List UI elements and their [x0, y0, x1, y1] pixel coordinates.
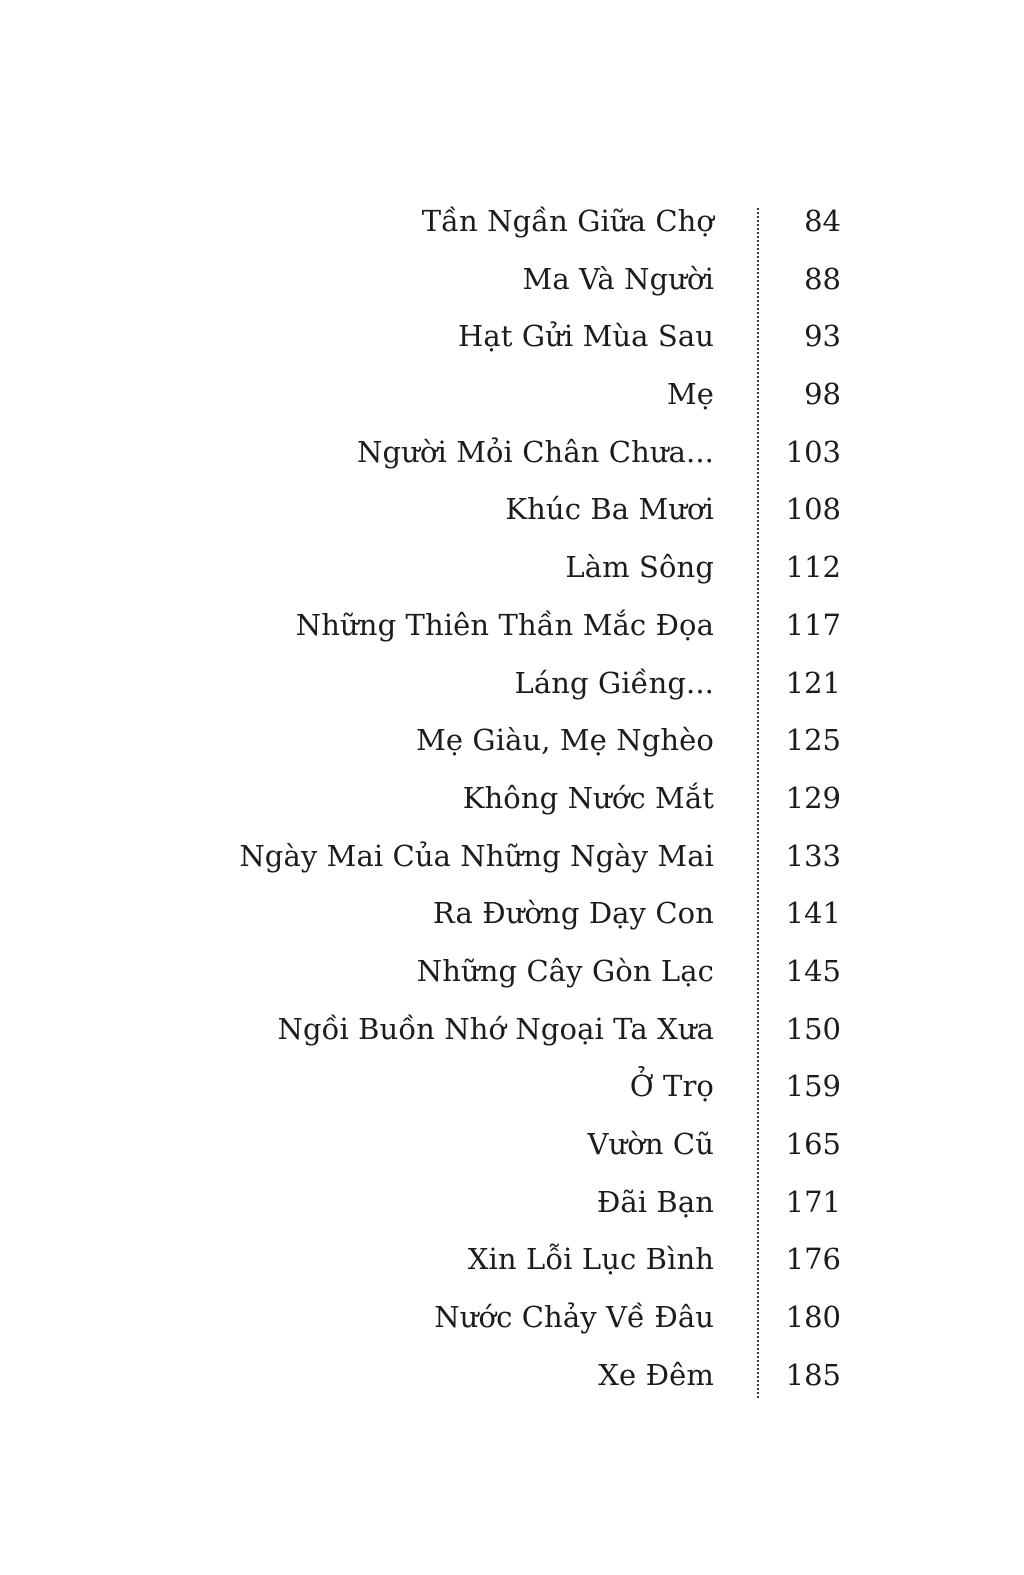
toc-entry-title: Ma Và Người — [522, 261, 714, 296]
toc-entry[interactable] — [0, 426, 1024, 484]
toc-entry-page: 171 — [785, 1184, 841, 1219]
toc-entry-page: 185 — [785, 1357, 841, 1392]
toc-entry-title: Xin Lỗi Lục Bình — [467, 1242, 714, 1277]
toc-entry-page: 121 — [785, 665, 841, 700]
toc-entry-title: Đãi Bạn — [596, 1184, 714, 1219]
toc-entry-title: Láng Giềng... — [514, 665, 714, 700]
toc-entry[interactable] — [0, 483, 1024, 541]
toc-entry[interactable] — [0, 1176, 1024, 1234]
toc-entry[interactable] — [0, 253, 1024, 311]
toc-entry-title: Ngồi Buồn Nhớ Ngoại Ta Xưa — [277, 1011, 714, 1046]
toc-entry-title: Người Mỏi Chân Chưa... — [357, 434, 714, 469]
toc-entry[interactable] — [0, 1233, 1024, 1291]
toc-entry-title: Ra Đường Dạy Con — [432, 896, 714, 931]
toc-entry[interactable] — [0, 1060, 1024, 1118]
toc-entry[interactable] — [0, 887, 1024, 945]
toc-entry-title: Hạt Gửi Mùa Sau — [457, 319, 714, 354]
toc-entry-title: Tần Ngần Giữa Chợ — [421, 204, 714, 238]
toc-entry[interactable] — [0, 195, 1024, 253]
toc-entry-page: 125 — [785, 723, 841, 758]
toc-entry[interactable] — [0, 714, 1024, 772]
toc-entry-page: 180 — [785, 1300, 841, 1335]
toc-entry-page: 165 — [785, 1127, 841, 1161]
toc-entry[interactable] — [0, 541, 1024, 599]
toc-entry-title: Mẹ — [666, 377, 714, 412]
toc-entry-page: 117 — [785, 607, 841, 642]
toc-entry-title: Nước Chảy Về Đâu — [434, 1300, 714, 1335]
toc-entry[interactable] — [0, 657, 1024, 715]
toc-entry-title: Mẹ Giàu, Mẹ Nghèo — [416, 723, 714, 758]
toc-entry[interactable] — [0, 1349, 1024, 1407]
toc-entry[interactable] — [0, 945, 1024, 1003]
toc-entry[interactable] — [0, 1118, 1024, 1176]
toc-entry-page: 133 — [785, 838, 841, 873]
toc-entry[interactable] — [0, 599, 1024, 657]
toc-entry[interactable] — [0, 830, 1024, 888]
toc-entry-title: Ngày Mai Của Những Ngày Mai — [239, 838, 714, 873]
toc-entry-page: 159 — [785, 1069, 841, 1104]
toc-entry-page: 141 — [785, 896, 841, 931]
toc-entry-page: 112 — [785, 550, 841, 585]
toc-entry[interactable] — [0, 310, 1024, 368]
toc-entry[interactable] — [0, 1003, 1024, 1061]
toc-entry-title: Vườn Cũ — [587, 1127, 714, 1161]
toc-entry-title: Khúc Ba Mươi — [505, 492, 714, 527]
dotted-divider — [757, 208, 759, 1398]
toc-entry-title: Những Thiên Thần Mắc Đọa — [295, 607, 714, 642]
toc-entry-page: 176 — [785, 1242, 841, 1277]
toc-entry-page: 88 — [804, 261, 841, 296]
toc-entry-page: 93 — [804, 319, 841, 354]
toc-entry-title: Những Cây Gòn Lạc — [416, 953, 714, 988]
toc-entry-page: 129 — [785, 780, 841, 815]
toc-entry-page: 108 — [785, 492, 841, 527]
toc-entry[interactable] — [0, 772, 1024, 830]
toc-entry-title: Ở Trọ — [629, 1069, 714, 1104]
toc-entry-title: Làm Sông — [565, 550, 714, 585]
toc-entry-title: Không Nước Mắt — [462, 780, 714, 815]
toc-entry-title: Xe Đêm — [598, 1357, 714, 1392]
toc-entry-page: 150 — [785, 1011, 841, 1046]
toc-entry-page: 103 — [785, 434, 841, 469]
toc-entry-page: 84 — [804, 204, 841, 238]
table-of-contents — [0, 195, 1024, 1406]
toc-entry[interactable] — [0, 1291, 1024, 1349]
toc-entry-page: 98 — [804, 377, 841, 412]
toc-entry[interactable] — [0, 368, 1024, 426]
toc-entry-page: 145 — [785, 953, 841, 988]
